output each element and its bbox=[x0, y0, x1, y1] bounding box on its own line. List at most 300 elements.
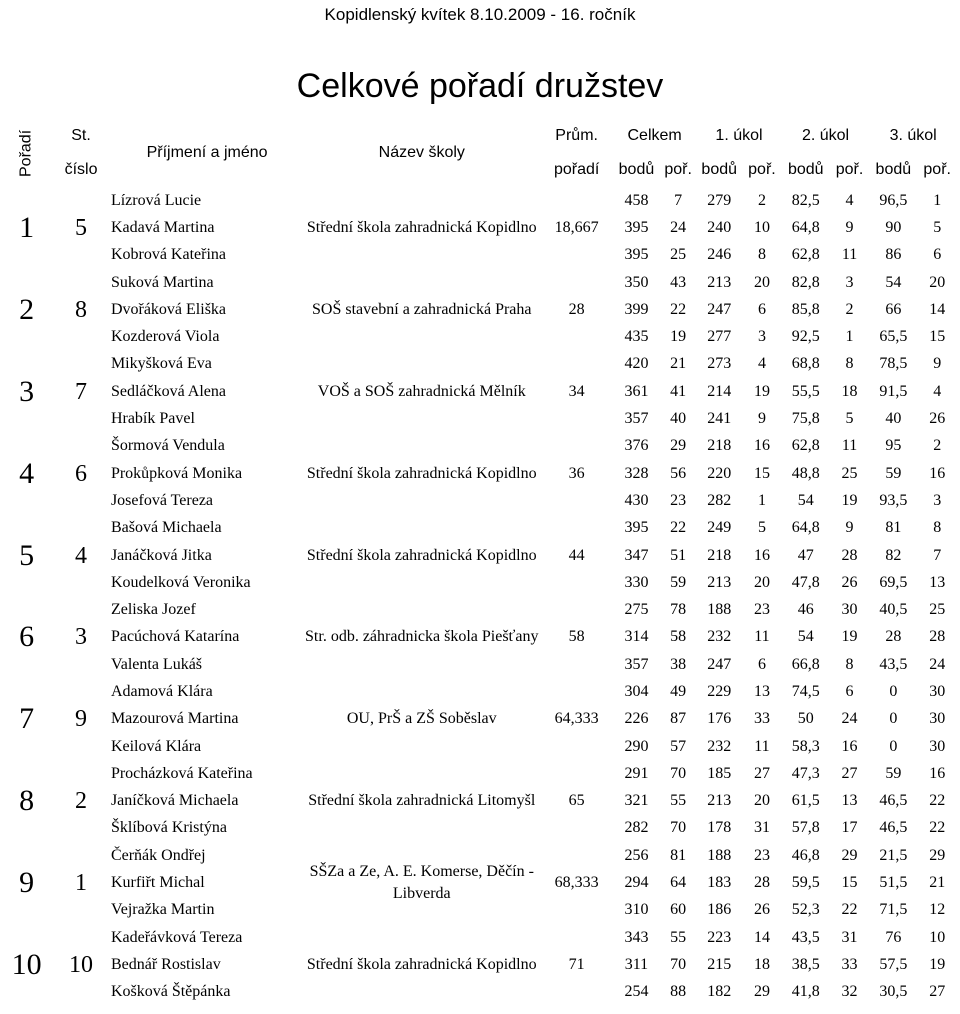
task2-rank: 3 bbox=[845, 273, 854, 291]
task3-rank: 3 bbox=[933, 491, 942, 509]
school-name: Střední škola zahradnická Litomyšl bbox=[308, 792, 536, 810]
school-name: Střední škola zahradnická Kopidlno bbox=[306, 955, 537, 973]
table-row bbox=[2, 596, 957, 623]
task3-rank: 7 bbox=[933, 546, 942, 564]
average-rank: 18,667 bbox=[554, 218, 599, 236]
task3-points: 28 bbox=[885, 628, 902, 646]
total-points: 311 bbox=[624, 955, 649, 973]
total-rank: 57 bbox=[670, 737, 687, 755]
total-points: 357 bbox=[624, 410, 649, 428]
task2-rank: 25 bbox=[841, 464, 858, 482]
task3-rank: 4 bbox=[933, 382, 942, 400]
task1-rank: 20 bbox=[753, 792, 770, 810]
header-jmeno: Příjmení a jméno bbox=[146, 144, 268, 161]
header-bodu: bodů bbox=[618, 161, 655, 178]
task3-rank: 30 bbox=[929, 710, 946, 728]
task2-points: 62,8 bbox=[791, 437, 820, 455]
team-start-number: 4 bbox=[75, 542, 88, 569]
total-rank: 78 bbox=[670, 601, 687, 619]
team-start-number: 8 bbox=[75, 296, 88, 323]
total-points: 357 bbox=[624, 655, 649, 673]
task3-points: 0 bbox=[889, 682, 898, 700]
school-name: Střední škola zahradnická Kopidlno bbox=[306, 218, 537, 236]
task1-rank: 33 bbox=[753, 710, 770, 728]
task3-points: 76 bbox=[885, 928, 902, 946]
task3-rank: 6 bbox=[933, 246, 942, 264]
task1-rank: 27 bbox=[753, 764, 770, 782]
header-por: poř. bbox=[923, 161, 951, 178]
member-name: Prokůpková Monika bbox=[110, 464, 243, 482]
task3-rank: 13 bbox=[929, 573, 946, 591]
member-name: Mikyšková Eva bbox=[110, 355, 212, 373]
total-rank: 70 bbox=[670, 764, 687, 782]
team-start-number: 9 bbox=[75, 706, 88, 733]
total-rank: 64 bbox=[670, 874, 687, 892]
task2-rank: 9 bbox=[845, 519, 854, 537]
task3-rank: 30 bbox=[929, 682, 946, 700]
task3-rank: 2 bbox=[933, 437, 942, 455]
task1-points: 241 bbox=[707, 410, 732, 428]
header-poradi: Pořadí bbox=[17, 129, 35, 177]
page-title: Celkové pořadí družstev bbox=[296, 67, 664, 105]
total-rank: 22 bbox=[670, 300, 687, 318]
member-name: Keilová Klára bbox=[110, 737, 202, 755]
task2-rank: 22 bbox=[841, 901, 858, 919]
total-rank: 87 bbox=[670, 710, 687, 728]
task3-points: 96,5 bbox=[879, 191, 908, 209]
team-rank: 5 bbox=[19, 538, 35, 572]
task2-points: 47 bbox=[797, 546, 814, 564]
task1-rank: 4 bbox=[757, 355, 766, 373]
task3-points: 65,5 bbox=[879, 328, 908, 346]
member-name: Kobrová Kateřina bbox=[110, 246, 226, 264]
task2-points: 43,5 bbox=[791, 928, 820, 946]
task2-points: 64,8 bbox=[791, 519, 820, 537]
table-row bbox=[2, 351, 957, 378]
task3-rank: 27 bbox=[929, 983, 946, 1001]
member-name: Koudelková Veronika bbox=[110, 573, 251, 591]
task2-rank: 6 bbox=[845, 682, 854, 700]
average-rank: 58 bbox=[568, 628, 585, 646]
member-name: Adamová Klára bbox=[110, 682, 213, 700]
total-points: 376 bbox=[624, 437, 649, 455]
task3-points: 71,5 bbox=[879, 901, 908, 919]
total-points: 395 bbox=[624, 218, 649, 236]
team-rank: 2 bbox=[19, 292, 35, 326]
task3-points: 0 bbox=[889, 710, 898, 728]
total-points: 304 bbox=[624, 682, 649, 700]
table-row bbox=[2, 515, 957, 542]
total-rank: 58 bbox=[670, 628, 687, 646]
header-por: poř. bbox=[748, 161, 776, 178]
task3-rank: 20 bbox=[929, 273, 946, 291]
member-name: Hrabík Pavel bbox=[110, 410, 195, 428]
task2-rank: 1 bbox=[845, 328, 854, 346]
task1-points: 218 bbox=[707, 546, 732, 564]
task1-rank: 29 bbox=[753, 983, 770, 1001]
task2-rank: 5 bbox=[845, 410, 854, 428]
task3-points: 0 bbox=[889, 737, 898, 755]
table-row bbox=[2, 187, 957, 214]
task2-rank: 19 bbox=[841, 628, 858, 646]
task1-points: 229 bbox=[707, 682, 732, 700]
team-start-number: 6 bbox=[75, 460, 88, 487]
member-name: Dvořáková Eliška bbox=[110, 300, 227, 318]
team-rank: 7 bbox=[19, 702, 35, 736]
member-name: Janíčková Michaela bbox=[110, 792, 239, 810]
average-rank: 71 bbox=[568, 955, 585, 973]
results-table bbox=[2, 119, 957, 1006]
header-ukol2: 2. úkol bbox=[801, 127, 850, 144]
header-cislo: číslo bbox=[64, 161, 98, 178]
total-rank: 41 bbox=[670, 382, 687, 400]
task3-rank: 10 bbox=[929, 928, 946, 946]
task1-points: 247 bbox=[707, 300, 732, 318]
total-rank: 19 bbox=[670, 328, 687, 346]
task2-points: 57,8 bbox=[791, 819, 820, 837]
task2-rank: 8 bbox=[845, 355, 854, 373]
total-rank: 55 bbox=[670, 928, 687, 946]
total-rank: 22 bbox=[670, 519, 687, 537]
team-rank: 10 bbox=[11, 947, 42, 981]
total-rank: 55 bbox=[670, 792, 687, 810]
member-name: Košková Štěpánka bbox=[110, 983, 231, 1001]
task3-rank: 14 bbox=[929, 300, 946, 318]
total-points: 395 bbox=[624, 519, 649, 537]
member-name: Sedláčková Alena bbox=[110, 382, 227, 400]
total-rank: 88 bbox=[670, 983, 687, 1001]
member-name: Kozderová Viola bbox=[110, 328, 220, 346]
task2-points: 85,8 bbox=[791, 300, 820, 318]
total-points: 420 bbox=[624, 355, 649, 373]
team-rank: 8 bbox=[19, 784, 35, 818]
team-start-number: 3 bbox=[75, 624, 88, 651]
task3-points: 59 bbox=[885, 464, 902, 482]
task1-rank: 3 bbox=[757, 328, 766, 346]
total-rank: 51 bbox=[670, 546, 687, 564]
team-rank: 1 bbox=[19, 210, 35, 244]
total-points: 291 bbox=[624, 764, 649, 782]
task3-rank: 22 bbox=[929, 819, 946, 837]
task1-rank: 23 bbox=[753, 846, 770, 864]
total-rank: 70 bbox=[670, 819, 687, 837]
header-bodu: bodů bbox=[701, 161, 738, 178]
task1-points: 279 bbox=[707, 191, 732, 209]
task3-rank: 28 bbox=[929, 628, 946, 646]
task1-rank: 11 bbox=[754, 737, 770, 755]
task2-points: 54 bbox=[797, 491, 814, 509]
average-rank: 36 bbox=[568, 464, 585, 482]
total-points: 395 bbox=[624, 246, 649, 264]
task3-points: 51,5 bbox=[879, 874, 908, 892]
total-points: 347 bbox=[624, 546, 649, 564]
task2-points: 41,8 bbox=[791, 983, 820, 1001]
task3-rank: 8 bbox=[933, 519, 942, 537]
total-rank: 29 bbox=[670, 437, 687, 455]
task1-points: 232 bbox=[707, 737, 732, 755]
total-points: 430 bbox=[624, 491, 649, 509]
task2-rank: 19 bbox=[841, 491, 858, 509]
task1-points: 213 bbox=[707, 273, 732, 291]
task2-points: 47,3 bbox=[791, 764, 820, 782]
task2-points: 38,5 bbox=[791, 955, 820, 973]
task1-points: 273 bbox=[707, 355, 732, 373]
member-name: Valenta Lukáš bbox=[110, 655, 203, 673]
task2-points: 54 bbox=[797, 628, 814, 646]
task1-points: 223 bbox=[707, 928, 732, 946]
task1-points: 232 bbox=[707, 628, 732, 646]
team-start-number: 7 bbox=[75, 378, 88, 405]
task1-points: 249 bbox=[707, 519, 732, 537]
task1-rank: 9 bbox=[757, 410, 766, 428]
task3-rank: 21 bbox=[929, 874, 946, 892]
task1-points: 182 bbox=[707, 983, 732, 1001]
total-rank: 81 bbox=[670, 846, 687, 864]
total-points: 330 bbox=[624, 573, 649, 591]
task2-points: 75,8 bbox=[791, 410, 820, 428]
member-name: Šklíbová Kristýna bbox=[110, 819, 227, 837]
task2-rank: 31 bbox=[841, 928, 858, 946]
task3-points: 69,5 bbox=[879, 573, 908, 591]
header-bodu: bodů bbox=[875, 161, 912, 178]
task2-points: 68,8 bbox=[791, 355, 820, 373]
team-start-number: 5 bbox=[75, 214, 88, 241]
table-row bbox=[2, 269, 957, 296]
member-name: Pacúchová Katarína bbox=[110, 628, 240, 646]
task1-rank: 14 bbox=[753, 928, 770, 946]
task3-points: 66 bbox=[885, 300, 902, 318]
task3-points: 40 bbox=[885, 410, 902, 428]
task2-rank: 27 bbox=[841, 764, 858, 782]
average-rank: 44 bbox=[568, 546, 585, 564]
task1-points: 213 bbox=[707, 792, 732, 810]
school-name: Str. odb. záhradnicka škola Piešťany bbox=[305, 628, 539, 646]
header-st: St. bbox=[71, 127, 91, 144]
task2-rank: 33 bbox=[841, 955, 858, 973]
task1-points: 186 bbox=[707, 901, 732, 919]
task3-rank: 1 bbox=[933, 191, 942, 209]
total-points: 343 bbox=[624, 928, 649, 946]
total-rank: 40 bbox=[670, 410, 687, 428]
task2-rank: 26 bbox=[841, 573, 858, 591]
average-rank: 28 bbox=[568, 300, 585, 318]
task2-rank: 28 bbox=[841, 546, 858, 564]
task3-rank: 15 bbox=[929, 328, 946, 346]
task3-points: 82 bbox=[885, 546, 902, 564]
total-points: 282 bbox=[624, 819, 649, 837]
total-points: 361 bbox=[624, 382, 649, 400]
total-points: 350 bbox=[624, 273, 649, 291]
average-rank: 68,333 bbox=[554, 874, 599, 892]
task3-points: 54 bbox=[885, 273, 902, 291]
header-bodu: bodů bbox=[787, 161, 824, 178]
task2-rank: 9 bbox=[845, 218, 854, 236]
header-celkem: Celkem bbox=[627, 127, 682, 144]
header-prum-sub: pořadí bbox=[553, 161, 600, 178]
header-ukol1: 1. úkol bbox=[715, 127, 763, 144]
member-name: Kadeřávková Tereza bbox=[110, 928, 243, 946]
task1-rank: 19 bbox=[753, 382, 770, 400]
task1-points: 188 bbox=[707, 601, 732, 619]
total-rank: 70 bbox=[670, 955, 687, 973]
task3-points: 21,5 bbox=[879, 846, 908, 864]
total-rank: 60 bbox=[670, 901, 687, 919]
total-points: 328 bbox=[624, 464, 649, 482]
member-name: Bednář Rostislav bbox=[110, 955, 221, 973]
task1-points: 282 bbox=[707, 491, 732, 509]
team-start-number: 1 bbox=[75, 870, 88, 897]
total-rank: 43 bbox=[670, 273, 687, 291]
task1-rank: 28 bbox=[753, 874, 770, 892]
total-points: 321 bbox=[624, 792, 649, 810]
team-rank: 9 bbox=[19, 866, 35, 900]
task1-rank: 10 bbox=[753, 218, 770, 236]
school-name: SOŠ stavební a zahradnická Praha bbox=[312, 300, 532, 318]
task1-points: 214 bbox=[707, 382, 732, 400]
document-header: Kopidlenský kvítek 8.10.2009 - 16. ročník bbox=[324, 5, 636, 24]
task1-rank: 5 bbox=[757, 519, 766, 537]
table-row bbox=[2, 678, 957, 705]
task2-points: 46 bbox=[797, 601, 814, 619]
task1-rank: 8 bbox=[757, 246, 766, 264]
total-rank: 23 bbox=[670, 491, 687, 509]
header-prum: Prům. bbox=[555, 127, 598, 144]
task3-points: 78,5 bbox=[879, 355, 908, 373]
task2-points: 74,5 bbox=[791, 682, 820, 700]
team-rank: 3 bbox=[19, 374, 35, 408]
task3-rank: 24 bbox=[929, 655, 946, 673]
task2-points: 66,8 bbox=[791, 655, 820, 673]
total-rank: 38 bbox=[670, 655, 687, 673]
table-row bbox=[2, 842, 957, 869]
member-name: Janáčková Jitka bbox=[110, 546, 212, 564]
task1-rank: 18 bbox=[753, 955, 770, 973]
task1-points: 213 bbox=[707, 573, 732, 591]
task1-points: 185 bbox=[707, 764, 732, 782]
school-name: VOŠ a SOŠ zahradnická Mělník bbox=[317, 382, 526, 400]
task2-points: 82,8 bbox=[791, 273, 820, 291]
table-row bbox=[2, 760, 957, 787]
total-rank: 7 bbox=[674, 191, 683, 209]
total-points: 275 bbox=[624, 601, 649, 619]
total-points: 314 bbox=[624, 628, 649, 646]
task2-points: 82,5 bbox=[791, 191, 820, 209]
task3-rank: 29 bbox=[929, 846, 946, 864]
total-points: 435 bbox=[624, 328, 649, 346]
task1-points: 215 bbox=[707, 955, 732, 973]
task2-rank: 4 bbox=[845, 191, 854, 209]
task1-rank: 6 bbox=[757, 655, 766, 673]
total-points: 254 bbox=[624, 983, 649, 1001]
task1-points: 176 bbox=[707, 710, 732, 728]
team-start-number: 2 bbox=[75, 788, 88, 815]
task1-points: 247 bbox=[707, 655, 732, 673]
task3-rank: 5 bbox=[933, 218, 942, 236]
task2-rank: 13 bbox=[841, 792, 858, 810]
total-rank: 21 bbox=[670, 355, 687, 373]
task3-rank: 19 bbox=[929, 955, 946, 973]
total-rank: 59 bbox=[670, 573, 687, 591]
task3-points: 90 bbox=[885, 218, 902, 236]
task3-points: 95 bbox=[885, 437, 902, 455]
task2-points: 48,8 bbox=[791, 464, 820, 482]
table-row bbox=[2, 433, 957, 460]
task3-points: 91,5 bbox=[879, 382, 908, 400]
table-row bbox=[2, 924, 957, 951]
task3-rank: 25 bbox=[929, 601, 946, 619]
task3-points: 30,5 bbox=[879, 983, 908, 1001]
member-name: Mazourová Martina bbox=[110, 710, 239, 728]
task2-points: 59,5 bbox=[791, 874, 820, 892]
task1-points: 240 bbox=[707, 218, 732, 236]
total-rank: 49 bbox=[670, 682, 687, 700]
total-points: 399 bbox=[624, 300, 649, 318]
school-name: OU, PrŠ a ZŠ Soběslav bbox=[346, 710, 497, 728]
task1-rank: 11 bbox=[754, 628, 770, 646]
team-rank: 6 bbox=[19, 620, 35, 654]
total-points: 310 bbox=[624, 901, 649, 919]
task3-rank: 9 bbox=[933, 355, 942, 373]
task1-rank: 26 bbox=[753, 901, 770, 919]
task1-points: 220 bbox=[707, 464, 732, 482]
task2-rank: 11 bbox=[841, 246, 858, 264]
task1-rank: 31 bbox=[753, 819, 770, 837]
task3-points: 46,5 bbox=[879, 819, 908, 837]
task2-points: 92,5 bbox=[791, 328, 820, 346]
task1-rank: 13 bbox=[753, 682, 770, 700]
task3-rank: 12 bbox=[929, 901, 946, 919]
task1-points: 183 bbox=[707, 874, 732, 892]
task2-points: 46,8 bbox=[791, 846, 820, 864]
task2-points: 47,8 bbox=[791, 573, 820, 591]
task1-rank: 16 bbox=[753, 546, 770, 564]
member-name: Lízrová Lucie bbox=[110, 191, 202, 209]
header-por: poř. bbox=[664, 161, 692, 178]
task2-points: 55,5 bbox=[791, 382, 820, 400]
average-rank: 34 bbox=[568, 382, 585, 400]
task2-rank: 30 bbox=[841, 601, 858, 619]
task1-points: 178 bbox=[707, 819, 732, 837]
task2-rank: 16 bbox=[841, 737, 858, 755]
task2-points: 64,8 bbox=[791, 218, 820, 236]
member-name: Zeliska Jozef bbox=[110, 601, 196, 619]
header-ukol3: 3. úkol bbox=[889, 127, 937, 144]
task1-rank: 6 bbox=[757, 300, 766, 318]
task2-points: 52,3 bbox=[791, 901, 820, 919]
member-name: Suková Martina bbox=[110, 273, 214, 291]
task3-points: 57,5 bbox=[879, 955, 908, 973]
task1-rank: 15 bbox=[753, 464, 770, 482]
task3-points: 40,5 bbox=[879, 601, 908, 619]
task2-points: 61,5 bbox=[791, 792, 820, 810]
results-body bbox=[2, 187, 957, 1006]
team-start-number: 10 bbox=[69, 951, 94, 978]
task3-points: 59 bbox=[885, 764, 902, 782]
task3-points: 93,5 bbox=[879, 491, 908, 509]
total-rank: 56 bbox=[670, 464, 687, 482]
task2-rank: 8 bbox=[845, 655, 854, 673]
header-por: poř. bbox=[835, 161, 864, 178]
task1-points: 218 bbox=[707, 437, 732, 455]
task2-rank: 2 bbox=[845, 300, 854, 318]
task3-rank: 16 bbox=[929, 764, 946, 782]
task3-rank: 26 bbox=[929, 410, 946, 428]
total-rank: 24 bbox=[670, 218, 687, 236]
task1-rank: 1 bbox=[757, 491, 766, 509]
task2-points: 58,3 bbox=[791, 737, 820, 755]
task2-rank: 29 bbox=[841, 846, 858, 864]
task1-points: 188 bbox=[707, 846, 732, 864]
